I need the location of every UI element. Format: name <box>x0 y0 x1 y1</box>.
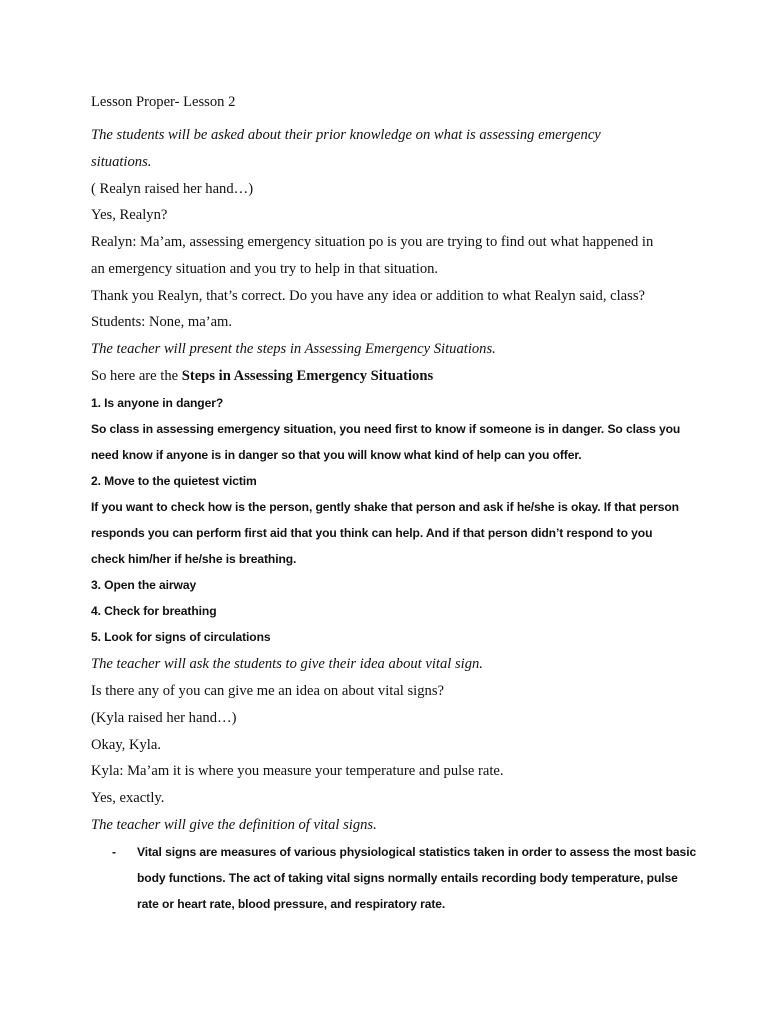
step-5-title: 5. Look for signs of circulations <box>91 630 271 644</box>
step-1-line-2: need know if anyone is in danger so that you will know what kind of help can you offer. <box>91 448 582 462</box>
teacher-present-text: The teacher will present the steps in Assessing Emergency Situations. <box>91 341 496 357</box>
definition-line-3: rate or heart rate, blood pressure, and respiratory rate. <box>137 897 446 911</box>
step-3-title: 3. Open the airway <box>91 578 197 592</box>
steps-intro-bold: Steps in Assessing Emergency Situations <box>181 368 434 384</box>
yes-realyn-text: Yes, Realyn? <box>91 207 168 223</box>
teacher-define-text: The teacher will give the definition of vital signs. <box>91 817 377 833</box>
realyn-answer-line-2: an emergency situation and you try to help in that situation. <box>91 261 439 277</box>
step-1-line-1: So class in assessing emergency situation, you need first to know if someone is in danger. So class you <box>91 422 681 436</box>
teacher-ask-text: The teacher will ask the students to give their idea about vital sign. <box>91 656 483 672</box>
intro-text-line-2: situations. <box>91 154 152 170</box>
step-2-line-3: check him/her if he/she is breathing. <box>91 552 297 566</box>
definition-line-1: Vital signs are measures of various physiological statistics taken in order to assess the most basic <box>137 845 697 859</box>
students-reply-text: Students: None, ma’am. <box>91 314 233 330</box>
intro-text-line-1: The students will be asked about their prior knowledge on what is assessing emergency <box>91 127 601 143</box>
yes-exactly-text: Yes, exactly. <box>91 790 165 806</box>
realyn-answer-line-1: Realyn: Ma’am, assessing emergency situation po is you are trying to find out what happened in <box>91 234 654 250</box>
okay-kyla-text: Okay, Kyla. <box>91 737 161 753</box>
realyn-raise-text: ( Realyn raised her hand…) <box>91 181 254 197</box>
step-1-title: 1. Is anyone in danger? <box>91 396 224 410</box>
step-2-line-2: responds you can perform first aid that you think can help. And if that person didn’t respond to you <box>91 526 653 540</box>
thank-you-text: Thank you Realyn, that’s correct. Do you have any idea or addition to what Realyn said, class? <box>91 288 645 304</box>
step-2-line-1: If you want to check how is the person, gently shake that person and ask if he/she is okay. If that person <box>91 500 679 514</box>
step-4-title: 4. Check for breathing <box>91 604 217 618</box>
kyla-raise-text: (Kyla raised her hand…) <box>91 710 237 726</box>
question-text: Is there any of you can give me an idea on about vital signs? <box>91 683 444 699</box>
steps-intro <box>91 368 433 385</box>
definition-line-2: body functions. The act of taking vital signs normally entails recording body temperature, pulse <box>137 871 678 885</box>
bullet-dash: - <box>112 845 117 859</box>
steps-intro-prefix: So here are the <box>91 368 182 384</box>
step-2-title: 2. Move to the quietest victim <box>91 474 257 488</box>
kyla-answer-text: Kyla: Ma’am it is where you measure your temperature and pulse rate. <box>91 763 504 779</box>
lesson-heading: Lesson Proper- Lesson 2 <box>91 94 236 110</box>
